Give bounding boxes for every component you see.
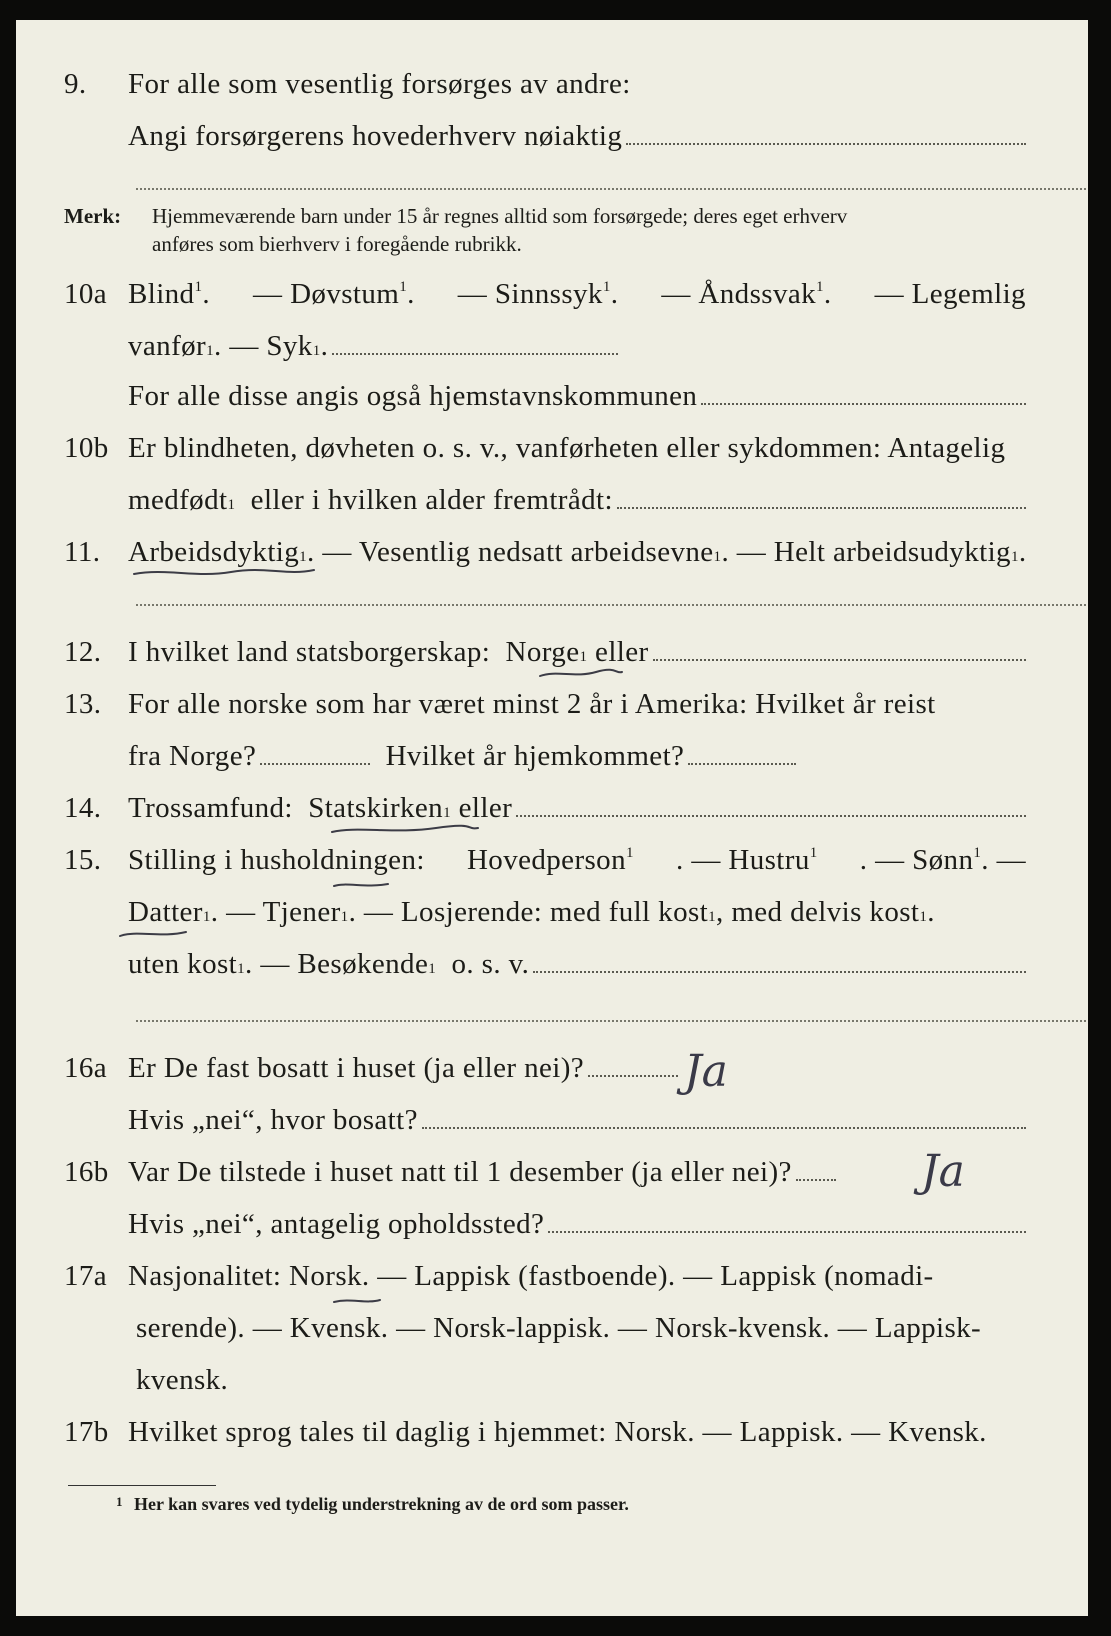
q13-question: For alle norske som har været minst 2 år i Amerika: Hvilket år reist xyxy=(128,688,936,720)
underline-tjener xyxy=(334,884,388,886)
option-tjener[interactable]: . — Tjener xyxy=(210,896,341,928)
hjemstavnskommune-field[interactable] xyxy=(701,393,1026,405)
option-nedsatt-arbeidsevne[interactable]: . — Vesentlig nedsatt arbeidsevne xyxy=(307,536,714,568)
q10a-hjemstavn-label: For alle disse angis også hjemstavnskommunen xyxy=(128,380,698,412)
option-sonn[interactable]: . — Sønn xyxy=(859,844,974,876)
option-arbeidsudyktig[interactable]: . — Helt arbeidsudyktig xyxy=(721,536,1011,568)
q17a-number: 17a xyxy=(64,1260,108,1292)
footnote-text: Her kan svares ved tydelig understrekning av de ord som passer. xyxy=(134,1494,629,1514)
q17b-question: Hvilket sprog tales til daglig i hjemmet: Norsk. — Lappisk. — Kvensk. xyxy=(128,1416,987,1448)
option-vanfor[interactable]: vanfør xyxy=(128,330,207,362)
separator-dotted xyxy=(136,1020,1086,1022)
q10a-number: 10a xyxy=(64,278,108,310)
merk-label: Merk: xyxy=(64,204,122,228)
footnote-mark: 1 xyxy=(116,1494,123,1509)
q16b-answer-field[interactable] xyxy=(796,1169,836,1181)
separator-dotted xyxy=(136,188,1086,190)
q15-osv: o. s. v. xyxy=(451,948,530,980)
option-medfodt[interactable]: medfødt xyxy=(128,484,228,516)
q10a-options: Blind$^1$. — Døvstum$^1$. — Sinnssyk$^1$. — Åndssvak$^1$. — Legemlig xyxy=(128,278,1026,310)
option-andssvak[interactable]: — Åndssvak xyxy=(661,278,817,310)
option-blind[interactable]: Blind xyxy=(128,278,195,310)
statsborgerskap-field[interactable] xyxy=(653,649,1026,661)
option-hustru[interactable]: . — Hustru xyxy=(676,844,810,876)
stilling-field[interactable] xyxy=(533,961,1026,973)
option-losjerende-full-kost[interactable]: . — Losjerende: med full kost xyxy=(348,896,709,928)
option-syk[interactable]: — Syk xyxy=(229,330,313,362)
option-dovstum[interactable]: — Døvstum xyxy=(253,278,400,310)
hjemkommet-year-field[interactable] xyxy=(688,753,796,765)
merk-text-line1: Hjemmeværende barn under 15 år regnes alltid som forsørgede; deres eget erhverv xyxy=(152,204,848,228)
q16a-answer-field[interactable] xyxy=(588,1065,678,1077)
q17a-line2: serende). — Kvensk. — Norsk-lappisk. — Norsk-kvensk. — Lappisk- xyxy=(136,1312,982,1344)
q12-eller: eller xyxy=(595,636,649,668)
q17b-number: 17b xyxy=(64,1416,109,1448)
option-besokende[interactable]: . — Besøkende xyxy=(245,948,429,980)
q16b-opholdssted-label: Hvis „nei“, antagelig opholdssted? xyxy=(128,1208,545,1240)
underline-arbeidsdyktig xyxy=(134,570,314,574)
q10b-number: 10b xyxy=(64,432,109,464)
footnote-rule xyxy=(68,1485,216,1486)
option-norge[interactable]: Norge xyxy=(505,636,580,668)
underline-norge xyxy=(540,670,622,676)
option-hovedperson[interactable]: Hovedperson xyxy=(466,844,626,876)
opholdssted-field[interactable] xyxy=(548,1221,1026,1233)
option-arbeidsdyktig[interactable]: Arbeidsdyktig xyxy=(128,536,300,568)
trossamfund-field[interactable] xyxy=(516,805,1026,817)
q16a-handwritten-answer: Ja xyxy=(684,1046,728,1097)
q11-number: 11. xyxy=(64,536,101,568)
q15-number: 15. xyxy=(64,844,102,876)
q9-label: Angi forsørgerens hovederhverv nøiaktig xyxy=(128,120,623,152)
q16b-number: 16b xyxy=(64,1156,109,1188)
q9-answer-field[interactable] xyxy=(626,133,1026,145)
q14-number: 14. xyxy=(64,792,102,824)
merk-text-line2: anføres som bierhverv i foregående rubrikk. xyxy=(152,232,522,256)
census-form-page: 9. For alle som vesentlig forsørges av andre: Angi forsørgerens hovederhverv nøiaktig Merk: Hjemmeværende barn under 15 år regnes alltid som forsørgede; deres eget erhverv anføres som bierhverv i foregående rubrikk. 10a Blind$^1$. — Døvstum$^1$. — Sinnssyk$^1$. — Åndssvak$^1$. — Legemlig vanfør 1 . — Syk 1 . For alle disse angis også hjemstavnskommunen 10b Er blindheten, døvheten o. s. v., vanførheten eller sykdommen: Antagelig medfødt 1 eller i hvilken alder fremtrådt: 11. Arbeidsdyktig 1 . — Vesentlig nedsatt arbeidsevne 1 . — Helt arbeidsudyktig 1 . 12. I hvilket land statsborgerskap: Norge 1 eller 13. For alle norske som har været minst 2 år i Amerika: Hvilket år reist fra Norge? Hvilket år hjemkommet? 14. Trossamfund: Statskirken 1 eller 15. Stilling i husholdningen: Hovedperson$^1$ . — Hustru$^1$ . — Sønn$^1$. — Datter 1 . — Tjener 1 . — Losjerende: med full kost 1 , med delvis kost 1 . uten kost 1 . — Besøkende 1 o. s. v. 16a Er De fast bosatt i huset (ja eller nei)? Ja Hvis „nei“, hvor bosatt? 16b Var De tilstede i huset natt til 1 desember (ja eller nei)? Ja Hvis „nei“, antagelig opholdssted? 17a Nasjonalitet: Norsk. — Lappisk (fastboende). — Lappisk (nomadi- serende). — Kvensk. — Norsk-lappisk. — Norsk-kvensk. — Lappisk- kvensk. 17b Hvilket sprog tales til daglig i hjemmet: Norsk. — Lappisk. — Kvensk. 1 Her kan svares ved tydelig understrekning av de ord som passer. xyxy=(16,20,1088,1616)
bosatt-field[interactable] xyxy=(422,1117,1026,1129)
q16a-number: 16a xyxy=(64,1052,108,1084)
option-med-delvis-kost[interactable]: , med delvis kost xyxy=(716,896,920,928)
q13-number: 13. xyxy=(64,688,102,720)
q10b-answer-field[interactable] xyxy=(617,497,1026,509)
q9-question: For alle som vesentlig forsørges av andre: xyxy=(128,68,631,100)
underline-statskirken xyxy=(332,826,478,832)
q16a-question: Er De fast bosatt i huset (ja eller nei)? xyxy=(128,1052,585,1084)
underline-norsk xyxy=(334,1300,380,1302)
q9-number: 9. xyxy=(64,68,87,100)
q15-question: Stilling i husholdningen: xyxy=(128,844,425,876)
q10b-question: Er blindheten, døvheten o. s. v., vanførheten eller sykdommen: Antagelig xyxy=(128,432,1006,464)
q12-number: 12. xyxy=(64,636,102,668)
separator-dotted xyxy=(136,604,1086,606)
q17a-line3: kvensk. xyxy=(136,1364,229,1396)
q16b-question: Var De tilstede i huset natt til 1 desember (ja eller nei)? xyxy=(128,1156,792,1188)
q10b-alder-label: eller i hvilken alder fremtrådt: xyxy=(250,484,613,516)
q13-reist-label: fra Norge? xyxy=(128,740,257,772)
underline-datter xyxy=(120,932,186,936)
q10a-answer-field[interactable] xyxy=(332,343,618,355)
q14-eller: eller xyxy=(458,792,513,824)
q16a-bosatt-label: Hvis „nei“, hvor bosatt? xyxy=(128,1104,418,1136)
q17a-line1: Nasjonalitet: Norsk. — Lappisk (fastboende). — Lappisk (nomadi- xyxy=(128,1260,934,1292)
q16b-handwritten-answer: Ja xyxy=(921,1146,965,1197)
option-sinnssyk[interactable]: — Sinnssyk xyxy=(457,278,603,310)
option-legemlig[interactable]: — Legemlig xyxy=(874,278,1026,310)
q14-question: Trossamfund: xyxy=(128,792,293,824)
q12-question: I hvilket land statsborgerskap: xyxy=(128,636,491,668)
option-datter[interactable]: Datter xyxy=(128,896,203,928)
q13-hjemkommet-label: Hvilket år hjemkommet? xyxy=(385,740,685,772)
option-statskirken[interactable]: Statskirken xyxy=(308,792,444,824)
reist-year-field[interactable] xyxy=(260,753,370,765)
option-uten-kost[interactable]: uten kost xyxy=(128,948,238,980)
